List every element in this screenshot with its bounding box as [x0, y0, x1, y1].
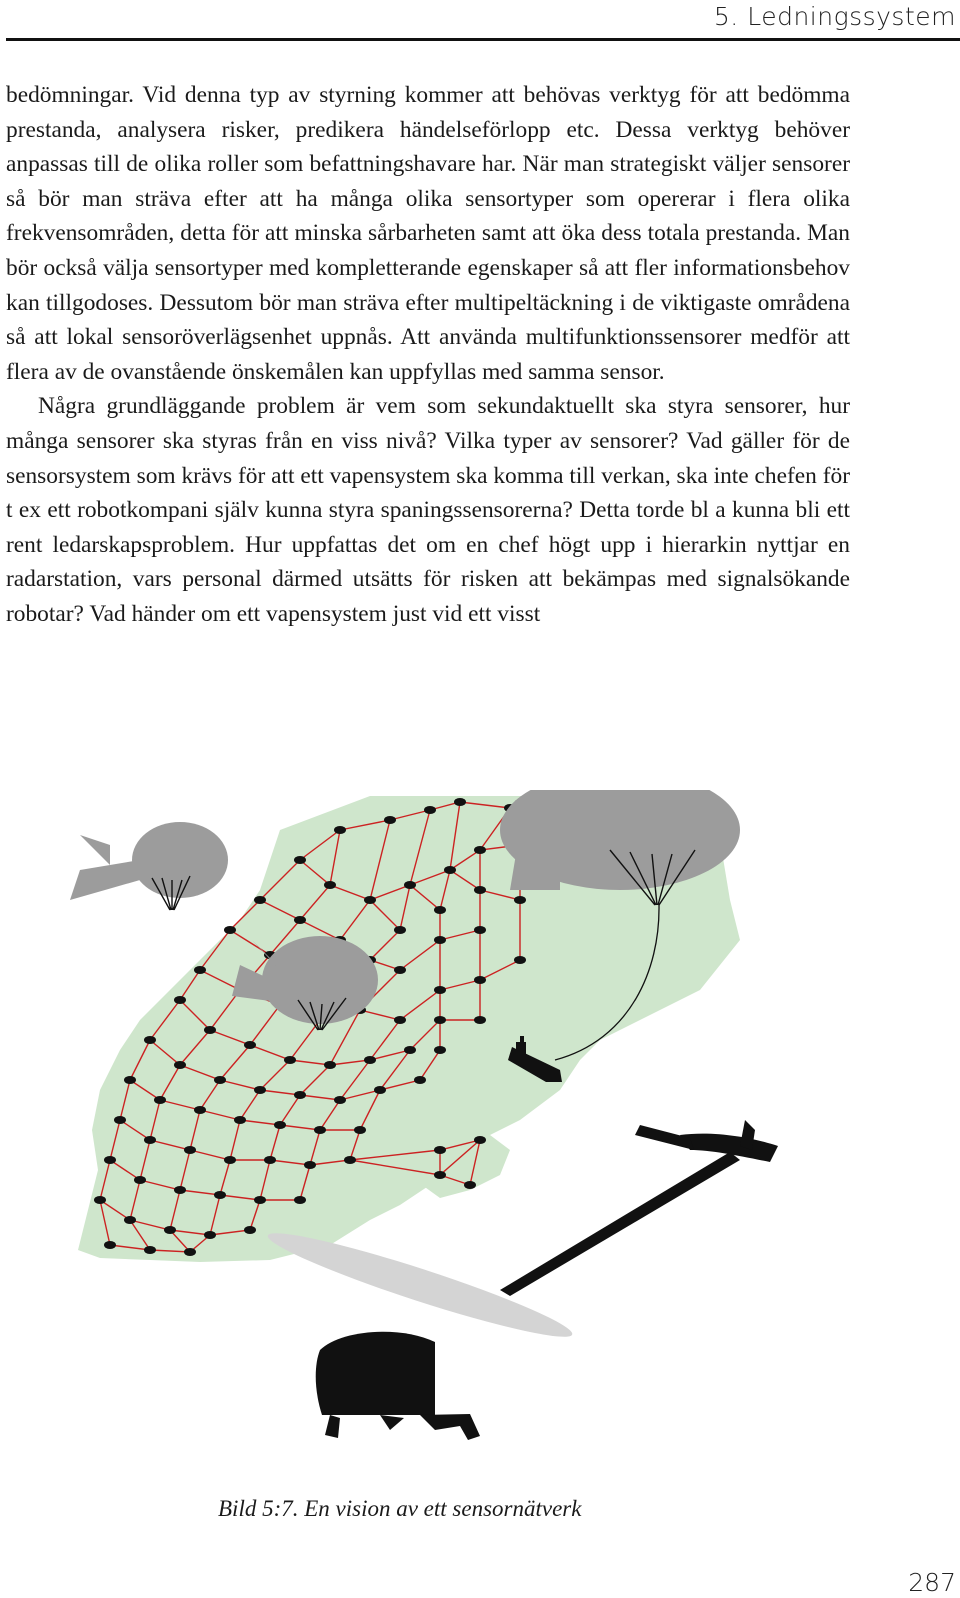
drone-icon: [500, 1120, 778, 1296]
paragraph-2: Några grundläggande problem är vem som sekundaktuellt ska styra sensorer, hur många sensorer ska styras från en viss nivå? Vilka typer av sensorer? Vad gäller för de sensorsystem som krävs för att ett vapensystem ska komma till verkan, ska inte chefen för t ex ett robotkompani själv kunna styra spaningssensorerna? Detta torde bl a kunna bli ett rent ledarskapsproblem. Hur uppfattas det om en chef högt upp i hierarkin nyttjar en radarstation, vars personal därmed utsätts för risken att bekämpas med signalsökande robotar? Vad händer om ett vapensystem just vid ett visst: [6, 393, 850, 627]
header-rule: [6, 38, 960, 41]
airship-icon: [70, 822, 228, 910]
paragraph-1: bedömningar. Vid denna typ av styrning kommer att behövas verktyg för att bedömma prestanda, analysera risker, predikera händelseförlopp etc. Dessa verktyg behöver anpassas till de olika roller som befattningshavare har. När man strategiskt väljer sensorer så bör man sträva efter att ha många olika sensortyper som opererar i flera olika frekvensområden, detta för att minska sårbarheten samt att öka dess totala prestanda. Man bör också välja sensortyper med kompletterande egenskaper så att fler informationsbehov kan tillgodoses. Dessutom bör man sträva efter multipeltäckning i de viktigaste områdena så att lokal sensoröverlägsenhet uppnås. Att använda multifunktionssensorer medför att flera av de ovanstående önskemålen kan uppfyllas med samma sensor.: [6, 82, 850, 385]
page-number: 287: [908, 1568, 956, 1597]
figure-caption: Bild 5:7. En vision av ett sensornätverk: [218, 1496, 582, 1521]
body-text: [6, 78, 850, 632]
sensor-network-figure: [40, 790, 800, 1470]
helicopter-icon: [263, 1220, 577, 1440]
chapter-title: 5. Ledningssystem: [713, 2, 956, 31]
